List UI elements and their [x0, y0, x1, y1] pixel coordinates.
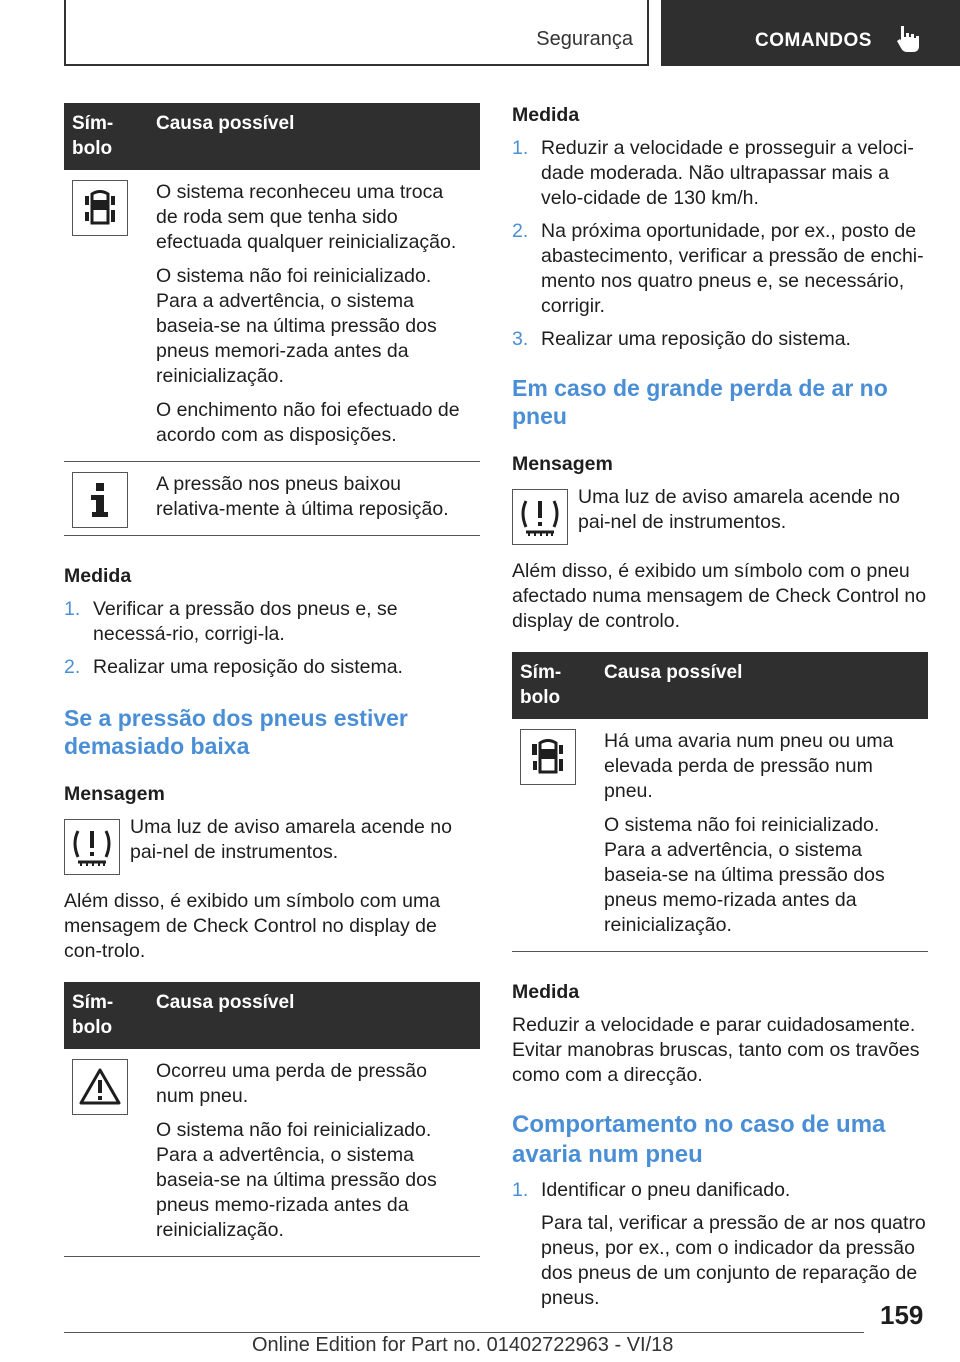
pointing-hand-icon: [895, 24, 923, 54]
list-item: 1. Verificar a pressão dos pneus e, se necessá-rio, corrigi-la.: [64, 598, 398, 645]
measure-label: Medida: [64, 565, 132, 587]
cause-text: O sistema não foi reinicializado. Para a advertência, o sistema baseia-se na última pressão dos pneus memo-rizada antes da reinicialização.: [156, 1119, 437, 1241]
table-header-row: [512, 652, 928, 719]
table-row: [64, 170, 480, 462]
list-item: 2. Realizar uma reposição do sistema.: [64, 656, 403, 678]
header-symbol: Sím- bolo: [512, 652, 596, 719]
info-icon: [72, 472, 128, 528]
cause-text: Há uma avaria num pneu ou uma elevada perda de pressão num pneu.: [604, 730, 894, 802]
cause-text: O sistema não foi reinicializado. Para a advertência, o sistema baseia-se na última pressão dos pneus memori-zada antes da reinicialização.: [156, 265, 437, 387]
cause-text: O enchimento não foi efectuado de acordo com as disposições.: [156, 399, 460, 446]
section-title: Segurança: [536, 28, 633, 50]
list-item: 1. Identificar o pneu danificado. Para tal, verificar a pressão de ar nos quatro pneus, por ex., com o indicador da pressão dos pneus de um conjunto de reparação de pneus.: [512, 1179, 926, 1309]
car-tire-damage-icon: [520, 729, 576, 785]
section-heading: Se a pressão dos pneus estiver demasiado baixa: [64, 705, 408, 759]
header-cause: Causa possível: [148, 982, 480, 1049]
right-column: [512, 103, 928, 1319]
table-row: [64, 462, 480, 536]
list-item: 3. Realizar uma reposição do sistema.: [512, 328, 851, 350]
measure-label: Medida: [512, 981, 580, 1003]
message-label: Mensagem: [512, 453, 613, 475]
page-number: 159: [880, 1300, 924, 1330]
table-row: [64, 1049, 480, 1257]
header-symbol: Sím- bolo: [64, 982, 148, 1049]
behaviour-steps: [512, 1178, 928, 1311]
cause-text: A pressão nos pneus baixou relativa-mente à última reposição.: [156, 473, 449, 520]
extra-text: Além disso, é exibido um símbolo com o pneu afectado numa mensagem de Check Control no display de controlo.: [512, 560, 927, 632]
section-heading: Comportamento no caso de uma avaria num pneu: [512, 1111, 886, 1168]
list-item: 2. Na próxima oportunidade, por ex., posto de abastecimento, verificar a pressão de enchi-mento nos quatro pneus e, se necessário, corrigir.: [512, 220, 924, 317]
car-tire-reset-icon: [72, 180, 128, 236]
measure-steps: [512, 136, 928, 352]
warning-triangle-icon: [72, 1059, 128, 1115]
measure-label: Medida: [512, 104, 580, 126]
chapter-title: COMANDOS: [755, 30, 872, 51]
left-column: [64, 103, 480, 1257]
message-text: Uma luz de aviso amarela acende no pai-nel de instrumentos.: [578, 486, 900, 533]
cause-text: O sistema reconheceu uma troca de roda sem que tenha sido efectuada qualquer reinicialização.: [156, 181, 457, 253]
measure-text: Reduzir a velocidade e parar cuidadosamente. Evitar manobras bruscas, tanto com os travões como com a direcção.: [512, 1014, 920, 1086]
header-cause: Causa possível: [596, 652, 928, 719]
message-row: [64, 815, 480, 875]
header-chapter-box: [661, 0, 960, 66]
table-header-row: [64, 982, 480, 1049]
section-heading: Em caso de grande perda de ar no pneu: [512, 375, 888, 429]
footer-divider: [64, 1332, 864, 1333]
measure-steps: [64, 597, 480, 680]
tire-pressure-warning-icon: [64, 819, 120, 875]
tire-pressure-warning-icon: [512, 489, 568, 545]
table-header-row: [64, 103, 480, 170]
header-symbol: Sím- bolo: [64, 103, 148, 170]
message-text: Uma luz de aviso amarela acende no pai-nel de instrumentos.: [130, 816, 452, 863]
symbol-table-1: [64, 103, 480, 536]
message-row: [512, 485, 928, 545]
message-label: Mensagem: [64, 783, 165, 805]
footer-edition: Online Edition for Part no. 01402722963 - VI/18: [252, 1334, 674, 1356]
symbol-table-3: [512, 652, 928, 952]
list-item: 1. Reduzir a velocidade e prosseguir a veloci-dade moderada. Não ultrapassar mais a velo-cidade de 130 km/h.: [512, 137, 914, 209]
table-row: [512, 719, 928, 952]
extra-text: Além disso, é exibido um símbolo com uma mensagem de Check Control no display de con-trolo.: [64, 890, 441, 962]
header-cause: Causa possível: [148, 103, 480, 170]
symbol-table-2: [64, 982, 480, 1257]
cause-text: Ocorreu uma perda de pressão num pneu.: [156, 1060, 427, 1107]
header-section-box: [64, 0, 649, 66]
cause-text: O sistema não foi reinicializado. Para a advertência, o sistema baseia-se na última pressão dos pneus memo-rizada antes da reinicialização.: [604, 814, 885, 936]
